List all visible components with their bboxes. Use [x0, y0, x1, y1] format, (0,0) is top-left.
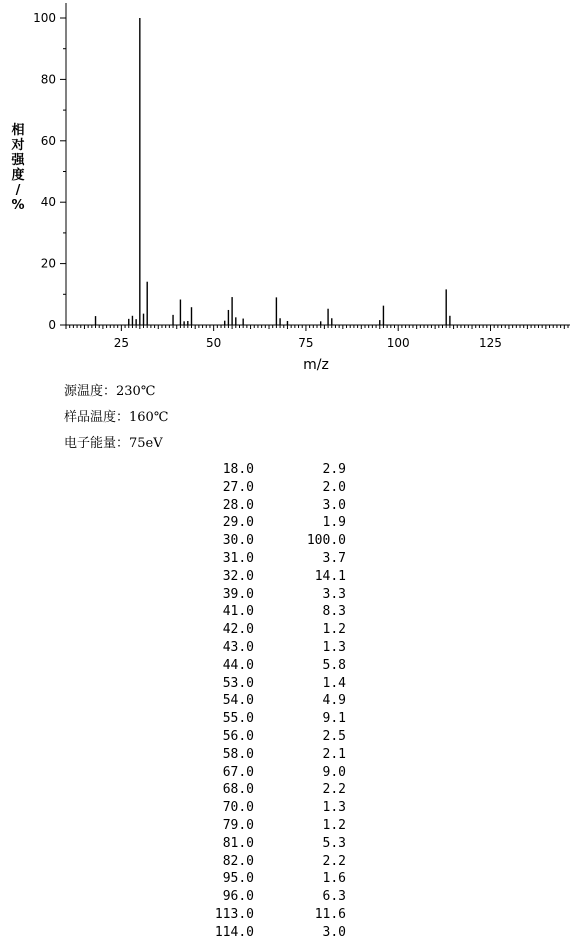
table-row	[190, 497, 346, 515]
y-tick-label: 60	[40, 133, 56, 148]
chart-axes	[66, 3, 570, 325]
axis-ticks	[33, 11, 568, 350]
abundance-cell: 1.2	[322, 817, 346, 833]
mass-spectrum-chart	[0, 0, 570, 380]
table-row	[190, 746, 346, 764]
table-row	[190, 514, 346, 532]
table-row	[190, 728, 346, 746]
mz-cell: 44.0	[222, 657, 254, 673]
abundance-cell: 3.0	[322, 497, 346, 513]
abundance-cell: 2.5	[322, 728, 346, 744]
mz-cell: 29.0	[222, 515, 254, 531]
y-tick-label: 20	[40, 256, 56, 271]
abundance-cell: 1.9	[322, 515, 346, 531]
table-row	[190, 568, 346, 586]
table-row	[190, 924, 346, 942]
mz-cell: 81.0	[222, 835, 254, 851]
y-axis-label-char: 相	[11, 123, 25, 138]
abundance-cell: 2.2	[322, 853, 346, 869]
mz-cell: 43.0	[222, 639, 254, 655]
mz-cell: 95.0	[222, 871, 254, 887]
table-row	[190, 906, 346, 924]
x-tick-label: 75	[298, 336, 314, 350]
mz-cell: 96.0	[222, 889, 254, 905]
abundance-cell: 6.3	[322, 889, 346, 905]
abundance-cell: 9.1	[322, 711, 346, 727]
spectrum-bars	[96, 18, 450, 325]
abundance-cell: 11.6	[314, 906, 346, 922]
x-tick-label: 100	[386, 336, 410, 350]
table-row	[190, 461, 346, 479]
table-row	[190, 639, 346, 657]
table-row	[190, 888, 346, 906]
x-tick-label: 25	[113, 336, 130, 350]
y-tick-label: 80	[40, 72, 56, 87]
abundance-cell: 3.0	[322, 924, 346, 940]
mz-cell: 55.0	[222, 711, 254, 727]
mz-cell: 54.0	[222, 693, 254, 709]
mz-cell: 113.0	[214, 906, 254, 922]
table-row	[190, 550, 346, 568]
table-row	[190, 586, 346, 604]
abundance-cell: 14.1	[314, 568, 346, 584]
table-row	[190, 621, 346, 639]
electron-energy: 电子能量：75eV	[64, 436, 163, 451]
y-tick-label: 100	[33, 11, 56, 25]
mz-cell: 68.0	[222, 782, 254, 798]
mz-cell: 70.0	[222, 800, 254, 816]
table-row	[190, 532, 346, 550]
table-row	[190, 764, 346, 782]
y-axis-label-char: 对	[11, 138, 25, 153]
table-row	[190, 657, 346, 675]
abundance-cell: 4.9	[322, 693, 346, 709]
sample-temperature: 样品温度：160℃	[64, 410, 169, 425]
mz-cell: 82.0	[222, 853, 254, 869]
abundance-cell: 8.3	[322, 604, 346, 620]
mz-cell: 31.0	[222, 550, 254, 566]
y-axis-label-char: 度	[11, 168, 25, 183]
y-axis-label-char: %	[11, 198, 25, 213]
x-axis-label: m/z	[303, 357, 329, 373]
abundance-cell: 1.3	[322, 800, 346, 816]
table-row	[190, 870, 346, 888]
y-tick-label: 0	[48, 318, 56, 332]
mz-cell: 42.0	[222, 622, 254, 638]
mz-cell: 53.0	[222, 675, 254, 691]
mz-cell: 79.0	[222, 817, 254, 833]
abundance-cell: 1.3	[322, 639, 346, 655]
mz-cell: 28.0	[222, 497, 254, 513]
x-tick-label: 50	[206, 336, 222, 350]
mz-cell: 30.0	[222, 533, 254, 549]
mz-cell: 27.0	[222, 479, 254, 495]
abundance-cell: 2.2	[322, 782, 346, 798]
y-axis-label-char: /	[15, 183, 21, 198]
mz-cell: 114.0	[214, 924, 254, 940]
abundance-cell: 9.0	[322, 764, 346, 780]
mz-cell: 39.0	[222, 586, 254, 602]
y-axis-label	[10, 123, 26, 213]
table-row	[190, 603, 346, 621]
abundance-cell: 5.8	[322, 657, 346, 673]
mz-cell: 67.0	[222, 764, 254, 780]
x-tick-label: 125	[479, 336, 502, 350]
abundance-cell: 5.3	[322, 835, 346, 851]
y-tick-label: 40	[40, 195, 56, 210]
mz-cell: 32.0	[222, 568, 254, 584]
mz-cell: 58.0	[222, 746, 254, 762]
abundance-cell: 1.2	[322, 622, 346, 638]
abundance-cell: 2.9	[322, 462, 346, 477]
abundance-cell: 2.1	[322, 746, 346, 762]
table-row	[190, 692, 346, 710]
table-row	[190, 853, 346, 871]
mz-cell: 18.0	[222, 462, 254, 477]
table-row	[190, 817, 346, 835]
abundance-cell: 3.3	[322, 586, 346, 602]
table-row	[190, 479, 346, 497]
table-row	[190, 799, 346, 817]
abundance-cell: 1.4	[322, 675, 346, 691]
abundance-cell: 3.7	[322, 550, 346, 566]
table-row	[190, 675, 346, 693]
peak-table	[190, 461, 346, 942]
abundance-cell: 1.6	[322, 871, 346, 887]
table-row	[190, 710, 346, 728]
mz-cell: 56.0	[222, 728, 254, 744]
table-row	[190, 835, 346, 853]
source-temperature: 源温度：230℃	[64, 384, 156, 399]
abundance-cell: 2.0	[322, 479, 346, 495]
abundance-cell: 100.0	[306, 533, 346, 549]
table-row	[190, 781, 346, 799]
mz-cell: 41.0	[222, 604, 254, 620]
y-axis-label-char: 强	[11, 153, 25, 168]
